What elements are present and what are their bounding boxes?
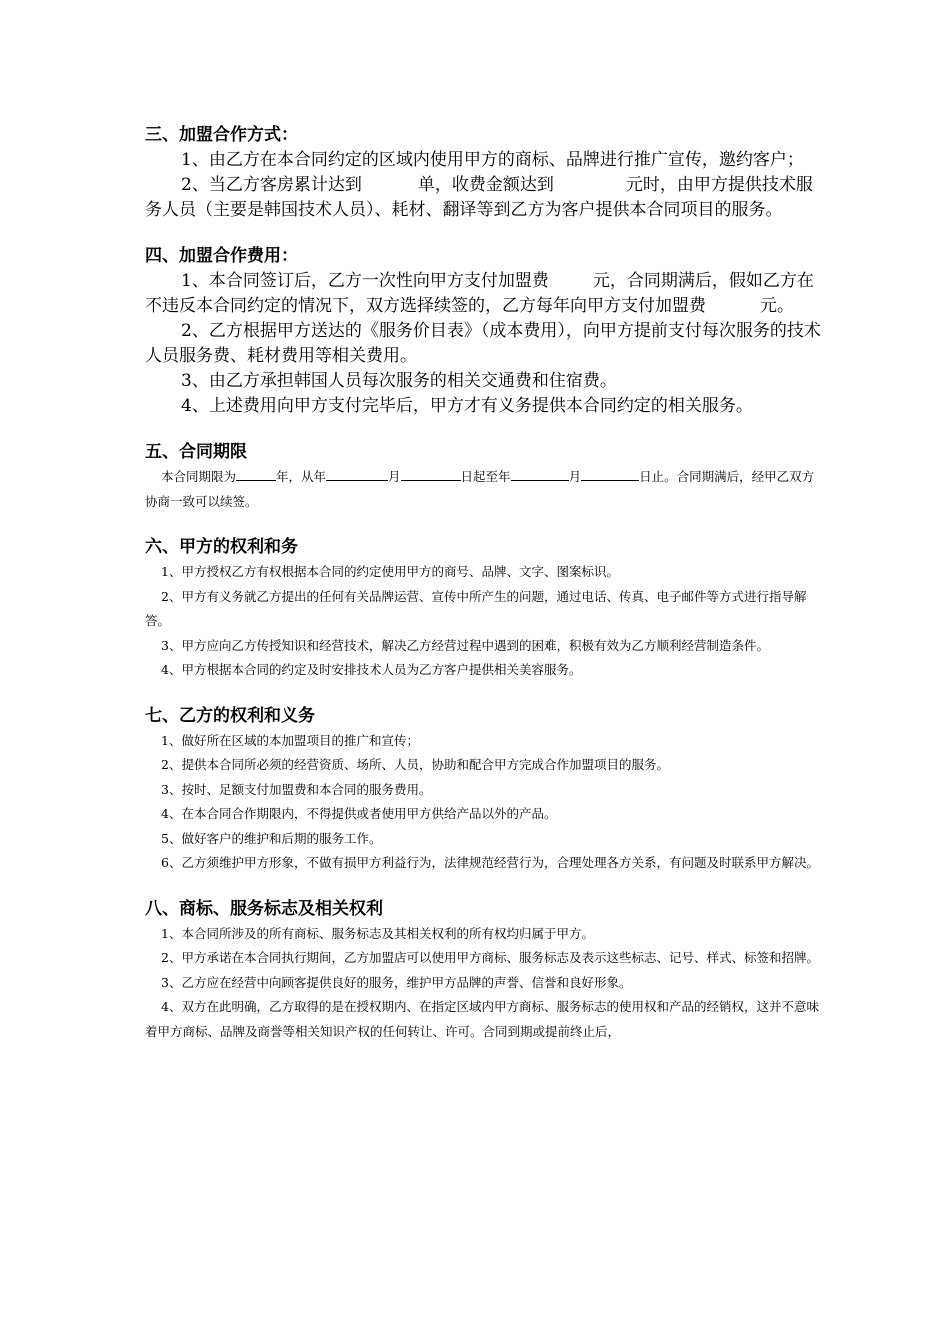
blank-end-day — [581, 468, 639, 481]
list-item: 2、甲方承诺在本合同执行期间，乙方加盟店可以使用甲方商标、服务标志及表示这些标志、记号、样式、标签和招牌。 — [161, 950, 819, 965]
list-item: 1、做好所在区域的本加盟项目的推广和宣传； — [161, 732, 419, 748]
blank-years — [236, 468, 276, 481]
section-4-item-2: 2、乙方根据甲方送达的《服务价目表》（成本费用），向甲方提前支付每次服务的技术人员服务费、耗材费用等相关费用。 — [145, 321, 821, 366]
section-7 — [145, 703, 825, 876]
term-text-4: 日起至年 — [460, 469, 511, 484]
term-text-1: 本合同期限为 — [161, 469, 237, 484]
list-item: 1、甲方授权乙方有权根据本合同的约定使用甲方的商号、品牌、文字、图案标识。 — [161, 564, 619, 579]
list-item: 3、乙方应在经营中向顾客提供良好的服务，维护甲方品牌的声誉、信誉和良好形象。 — [161, 974, 632, 990]
section-4-item-3: 3、由乙方承担韩国人员每次服务的相关交通费和住宿费。 — [181, 371, 617, 391]
blank-end-month — [511, 468, 569, 481]
list-item: 5、做好客户的维护和后期的服务工作。 — [161, 830, 382, 846]
blank-start-day — [401, 468, 461, 481]
section-6 — [145, 534, 825, 683]
section-5 — [145, 439, 825, 514]
section-3 — [145, 122, 825, 223]
section-3-item-2-part-b: 单，收费金额达到 — [417, 175, 554, 195]
blank-start-month — [326, 468, 388, 481]
list-item: 4、甲方根据本合同的约定及时安排技术人员为乙方客户提供相关美容服务。 — [161, 662, 582, 677]
section-3-heading: 三、加盟合作方式： — [145, 125, 298, 145]
section-4 — [145, 243, 825, 419]
list-item: 6、乙方须维护甲方形象，不做有损甲方利益行为，法律规范经营行为，合理处理各方关系，有问题及时联系甲方解决。 — [161, 855, 819, 870]
document-body — [145, 122, 825, 1044]
section-4-item-1-part-b: 元，合同期满后，假如乙方在不违反本合同约定的情况下，双方选择续签的，乙方每年向甲方支付加盟费 — [145, 271, 814, 316]
list-item: 2、提供本合同所必须的经营资质、场所、人员，协助和配合甲方完成合作加盟项目的服务。 — [161, 757, 669, 772]
section-3-item-2-part-c: 元时，由甲方提供技术服务人员（主要是韩国技术人员）、耗材、翻译等到乙方为客户提供本合同项目的服务。 — [145, 175, 813, 220]
section-8-heading: 八、商标、服务标志及相关权利 — [145, 898, 383, 919]
section-4-heading: 四、加盟合作费用： — [145, 246, 298, 266]
section-5-heading: 五、合同期限 — [145, 442, 247, 462]
list-item: 3、甲方应向乙方传授知识和经营技术，解决乙方经营过程中遇到的困难，积极有效为乙方顺利经营制造条件。 — [161, 637, 769, 653]
section-4-item-4: 4、上述费用向甲方支付完毕后，甲方才有义务提供本合同约定的相关服务。 — [181, 396, 753, 416]
list-item: 2、甲方有义务就乙方提出的任何有关品牌运营、宣传中所产生的问题，通过电话、传真、电子邮件等方式进行指导解答。 — [145, 588, 807, 628]
section-7-heading: 七、乙方的权利和义务 — [145, 705, 315, 726]
section-6-heading: 六、甲方的权利和务 — [145, 537, 298, 557]
list-item: 4、双方在此明确，乙方取得的是在授权期内、在指定区域内甲方商标、服务标志的使用权和产品的经销权，这并不意味着甲方商标、品牌及商誉等相关知识产权的任何转让、许可。合同到期或提前终止后， — [145, 999, 819, 1039]
section-3-item-2-part-a: 2、当乙方客房累计达到 — [181, 175, 362, 195]
term-text-5: 月 — [568, 469, 582, 484]
term-text-6: 日止。合同期满后，经甲乙双方协商一致可以续签。 — [145, 469, 815, 509]
list-item: 4、在本合同合作期限内，不得提供或者使用甲方供给产品以外的产品。 — [161, 806, 557, 821]
section-4-item-1-part-c: 元。 — [760, 296, 794, 316]
section-4-item-1 — [145, 269, 825, 319]
section-3-item-2 — [145, 173, 825, 223]
section-4-item-1-part-a: 1、本合同签订后，乙方一次性向甲方支付加盟费 — [181, 271, 549, 291]
list-item: 3、按时、足额支付加盟费和本合同的服务费用。 — [161, 781, 432, 797]
list-item: 1、本合同所涉及的所有商标、服务标志及其相关权利的所有权均归属于甲方。 — [161, 925, 594, 941]
section-5-text — [145, 465, 825, 514]
section-8 — [145, 896, 825, 1045]
section-3-item-1: 1、由乙方在本合同约定的区域内使用甲方的商标、品牌进行推广宣传，邀约客户； — [181, 150, 804, 170]
term-text-3: 月 — [388, 469, 401, 484]
term-text-2: 年，从年 — [276, 469, 327, 484]
